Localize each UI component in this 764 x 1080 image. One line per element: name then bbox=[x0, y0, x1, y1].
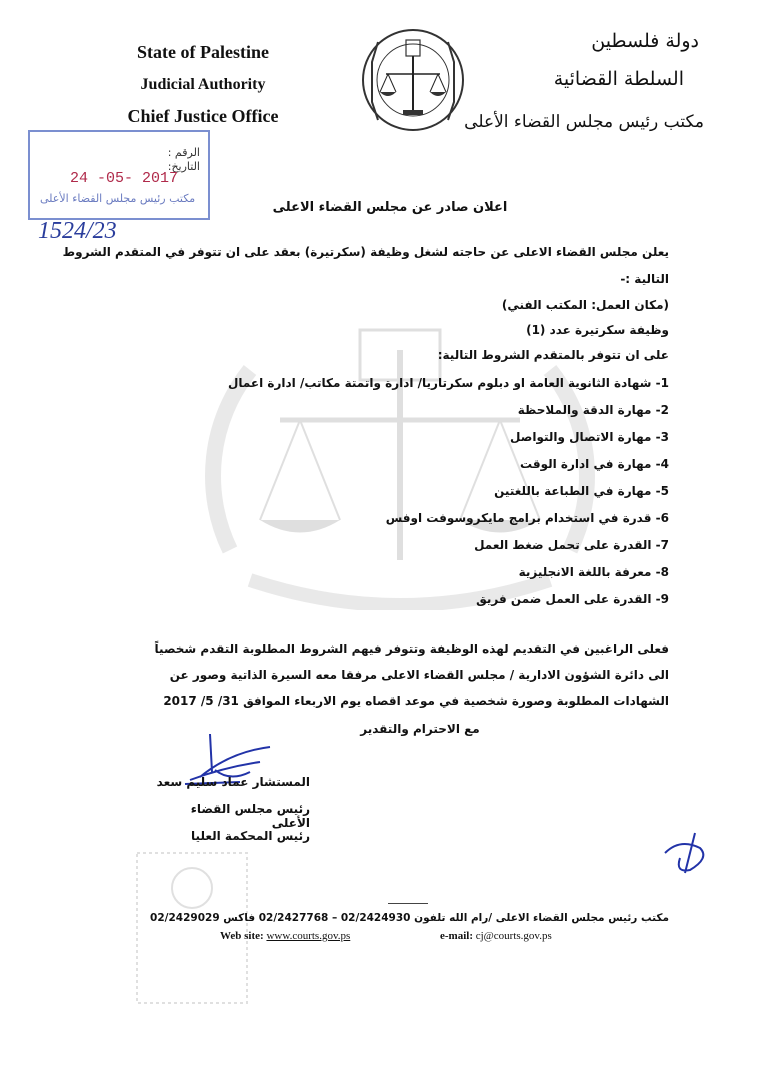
intro-line-1: يعلن مجلس القضاء الاعلى عن حاجته لشغل وظيفة (سكرتيرة) بعقد على ان تتوفر في المتقدم الشروط bbox=[62, 245, 669, 259]
header-ar-office: مكتب رئيس مجلس القضاء الأعلى bbox=[464, 112, 704, 132]
header-ar-authority: السلطة القضائية bbox=[553, 68, 684, 90]
conditions-intro: على ان تتوفر بالمتقدم الشروط التالية: bbox=[437, 348, 669, 362]
requirement-item: 2- مهارة الدقة والملاحظة bbox=[517, 403, 669, 417]
requirement-item: 4- مهارة في ادارة الوقت bbox=[520, 457, 669, 471]
requirement-item: 8- معرفة باللغة الانجليزية bbox=[518, 565, 669, 579]
position: وظيفة سكرتيرة عدد (1) bbox=[526, 323, 669, 337]
handwritten-reference-number: 1524/23 bbox=[38, 218, 117, 244]
stamp-office-text: مكتب رئيس مجلس القضاء الأعلى bbox=[40, 192, 196, 205]
workplace: (مكان العمل: المكتب الفني) bbox=[501, 298, 669, 312]
email-link[interactable]: cj@courts.gov.ps bbox=[475, 930, 552, 942]
footer-website bbox=[220, 930, 350, 942]
closing-line-3: الشهادات المطلوبة وصورة شخصية في موعد اقصاه يوم الاربعاء الموافق 31/ 5/ 2017 bbox=[163, 694, 669, 708]
requirement-item: 6- قدرة في استخدام برامج مايكروسوفت اوفس bbox=[385, 511, 669, 525]
stamp-date: 24 -05- 2017 bbox=[70, 170, 179, 187]
announcement-title: اعلان صادر عن مجلس القضاء الاعلى bbox=[272, 200, 508, 215]
website-link[interactable]: www.courts.gov.ps bbox=[266, 930, 351, 942]
footer-contact: مكتب رئيس مجلس القضاء الاعلى /رام الله تلفون 02/2424930 – 02/2427768 فاكس 02/2429029 bbox=[150, 912, 669, 924]
registration-stamp bbox=[28, 130, 210, 220]
signatory-name: المستشار عماد سليم سعد bbox=[156, 775, 310, 789]
header-en-state: State of Palestine bbox=[137, 42, 269, 62]
stamp-date-label: التاريخ: bbox=[167, 160, 200, 173]
website-label: Web site: bbox=[220, 930, 264, 942]
closing-line-1: فعلى الراغبين في التقديم لهذه الوظيفة وتتوفر فيهم الشروط المطلوبة التقدم شخصياً bbox=[154, 642, 669, 656]
intro-line-2: التالية :- bbox=[620, 272, 669, 286]
header-en-authority: Judicial Authority bbox=[140, 76, 266, 93]
header-en-office: Chief Justice Office bbox=[127, 106, 279, 126]
faint-seal-icon bbox=[132, 848, 252, 1008]
stamp-ref-label: الرقم : bbox=[167, 146, 200, 159]
footer-email bbox=[440, 930, 552, 942]
requirement-item: 1- شهادة الثانوية العامة او دبلوم سكرتاريا/ ادارة واتمتة مكاتب/ ادارة اعمال bbox=[227, 376, 669, 390]
judicial-authority-emblem-icon bbox=[358, 22, 468, 142]
requirement-item: 9- القدرة على العمل ضمن فريق bbox=[476, 592, 669, 606]
handwritten-mark bbox=[660, 828, 720, 878]
requirement-item: 5- مهارة في الطباعة باللغتين bbox=[494, 484, 669, 498]
requirement-item: 7- القدرة على تحمل ضغط العمل bbox=[474, 538, 669, 552]
requirement-item: 3- مهارة الاتصال والتواصل bbox=[510, 430, 669, 444]
regards: مع الاحترام والتقدير bbox=[360, 722, 480, 736]
closing-line-2: الى دائرة الشؤون الادارية / مجلس القضاء الاعلى مرفقا معه السيرة الذاتية وصور عن bbox=[169, 668, 669, 682]
footer-divider bbox=[388, 903, 428, 904]
signatory-title-2: رئيس المحكمة العليا bbox=[191, 829, 310, 843]
signatory-title-1: رئيس مجلس القضاء الأعلى bbox=[190, 802, 310, 830]
email-label: e-mail: bbox=[440, 930, 473, 942]
watermark-emblem-icon bbox=[190, 290, 610, 610]
header-ar-state: دولة فلسطين bbox=[591, 30, 699, 52]
